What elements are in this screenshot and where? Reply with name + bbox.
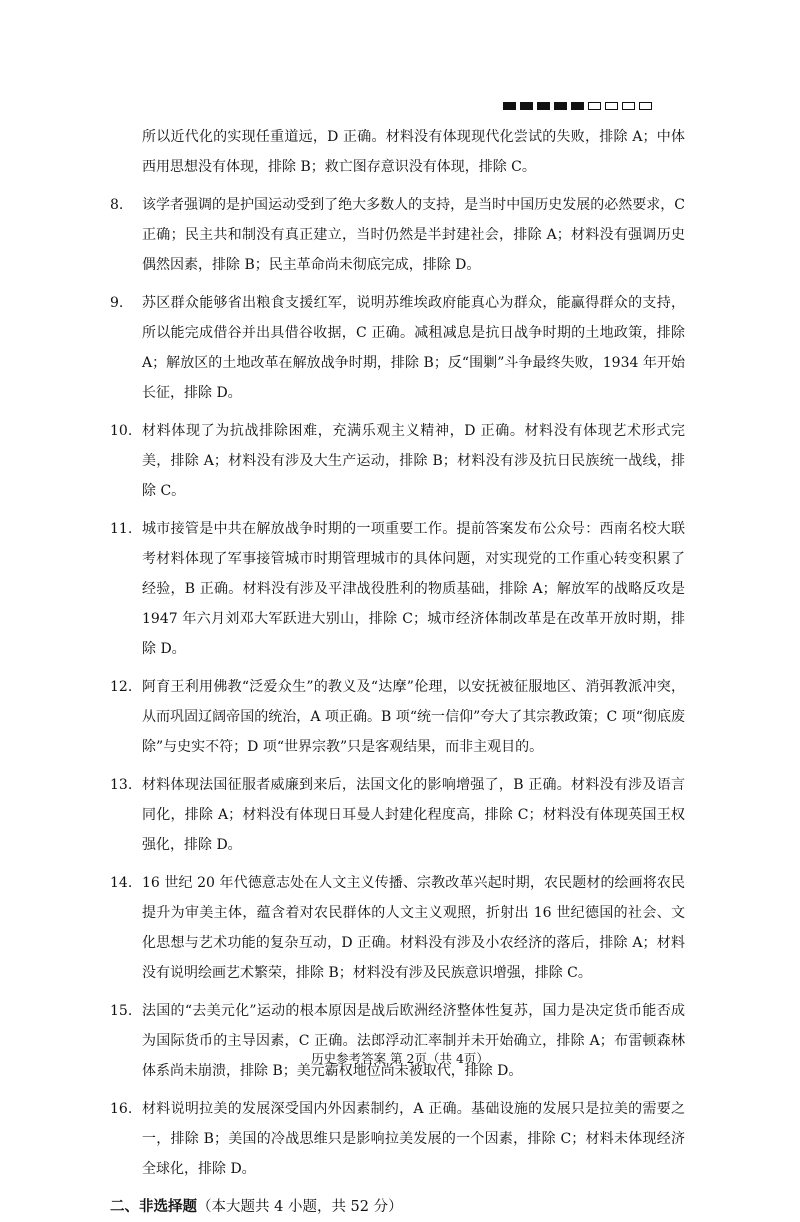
item-number: 9. — [110, 295, 124, 311]
answer-item — [110, 1094, 685, 1184]
item-number: 12. — [110, 679, 133, 695]
item-number: 10. — [110, 423, 133, 439]
item-number: 8. — [110, 197, 124, 213]
page-footer: 历史参考答案 第 2页（共 4页） — [311, 1051, 489, 1066]
item-text: 阿育王利用佛教“泛爱众生”的教义及“达摩”伦理，以安抚被征服地区、消弭教派冲突，从而巩固辽阔帝国的统治，A 项正确。B 项“统一信仰”夸大了其宗教政策；C 项“彻底废除”与史实不符；D 项“世界宗教”只是客观结果，而非主观目的。 — [142, 679, 685, 755]
progress-mark-empty — [588, 102, 601, 110]
continuation-paragraph: 所以近代化的实现任重道远，D 正确。材料没有体现现代化尝试的失败，排除 A；中体西用思想没有体现，排除 B；救亡图存意识没有体现，排除 C。 — [142, 129, 685, 175]
item-text: 城市接管是中共在解放战争时期的一项重要工作。提前答案发布公众号：西南名校大联考材料体现了军事接管城市时期管理城市的具体问题，对实现党的工作重心转变积累了经验，B 正确。材料没有涉及平津战役胜利的物质基础，排除 A；解放军的战略反攻是 1947 年六月刘邓大军跃进大别山，排除 C；城市经济体制改革是在改革开放时期，排除 D。 — [142, 521, 685, 657]
progress-mark-filled — [537, 102, 550, 110]
item-number: 16. — [110, 1101, 133, 1117]
section-note: （本大题共 4 小题，共 52 分） — [197, 1199, 403, 1215]
answer-item — [110, 288, 685, 408]
item-number: 14. — [110, 875, 133, 891]
item-text: 材料说明拉美的发展深受国内外因素制约，A 正确。基础设施的发展只是拉美的需要之一，排除 B；美国的冷战思维只是影响拉美发展的一个因素，排除 C；材料未体现经济全球化，排除 D。 — [142, 1101, 685, 1177]
progress-mark-empty — [605, 102, 618, 110]
answer-item — [110, 770, 685, 860]
item-text: 该学者强调的是护国运动受到了绝大多数人的支持，是当时中国历史发展的必然要求，C 正确；民主共和制没有真正建立，当时仍然是半封建社会，排除 A；材料没有强调历史偶然因素，排除 B；民主革命尚未彻底完成，排除 D。 — [142, 197, 685, 273]
progress-mark-empty — [639, 102, 652, 110]
answer-item — [110, 996, 685, 1086]
item-text: 16 世纪 20 年代德意志处在人文主义传播、宗教改革兴起时期，农民题材的绘画将农民提升为审美主体，蕴含着对农民群体的人文主义观照，折射出 16 世纪德国的社会、文化思想与艺术功能的复杂互动，D 正确。材料没有涉及小农经济的落后，排除 A；材料没有说明绘画艺术繁荣，排除 B；材料没有涉及民族意识增强，排除 C。 — [142, 875, 685, 981]
item-number: 15. — [110, 1003, 133, 1019]
answer-item — [110, 672, 685, 762]
progress-mark-filled — [503, 102, 516, 110]
item-text: 法国的“去美元化”运动的根本原因是战后欧洲经济整体性复苏，国力是决定货币能否成为国际货币的主导因素，C 正确。法郎浮动汇率制并未开始确立，排除 A；布雷顿森林体系尚未崩溃，排除 B；美元霸权地位尚未被取代，排除 D。 — [142, 1003, 685, 1079]
section-title: 二、非选择题 — [110, 1198, 197, 1215]
progress-mark-empty — [622, 102, 635, 110]
item-text: 材料体现了为抗战排除困难，充满乐观主义精神，D 正确。材料没有体现艺术形式完美，排除 A；材料没有涉及大生产运动，排除 B；材料没有涉及抗日民族统一战线，排除 C。 — [142, 423, 685, 499]
answer-item — [110, 190, 685, 280]
page-progress-marks — [503, 102, 652, 110]
item-text: 材料体现法国征服者威廉到来后，法国文化的影响增强了，B 正确。材料没有涉及语言同化，排除 A；材料没有体现日耳曼人封建化程度高，排除 C；材料没有体现英国王权强化，排除 D。 — [142, 777, 685, 853]
item-text: 苏区群众能够省出粮食支援红军，说明苏维埃政府能真心为群众，能赢得群众的支持，所以能完成借谷并出具借谷收据，C 正确。减租减息是抗日战争时期的土地政策，排除 A；解放区的土地改革在解放战争时期，排除 B；反“围剿”斗争最终失败，1934 年开始长征，排除 D。 — [142, 295, 685, 401]
section-heading — [110, 1192, 685, 1222]
progress-mark-filled — [554, 102, 567, 110]
item-number: 11. — [110, 521, 133, 537]
item-number: 13. — [110, 777, 133, 793]
answer-item — [110, 868, 685, 988]
answer-item — [110, 416, 685, 506]
answer-item — [110, 514, 685, 664]
progress-mark-filled — [520, 102, 533, 110]
progress-mark-filled — [571, 102, 584, 110]
